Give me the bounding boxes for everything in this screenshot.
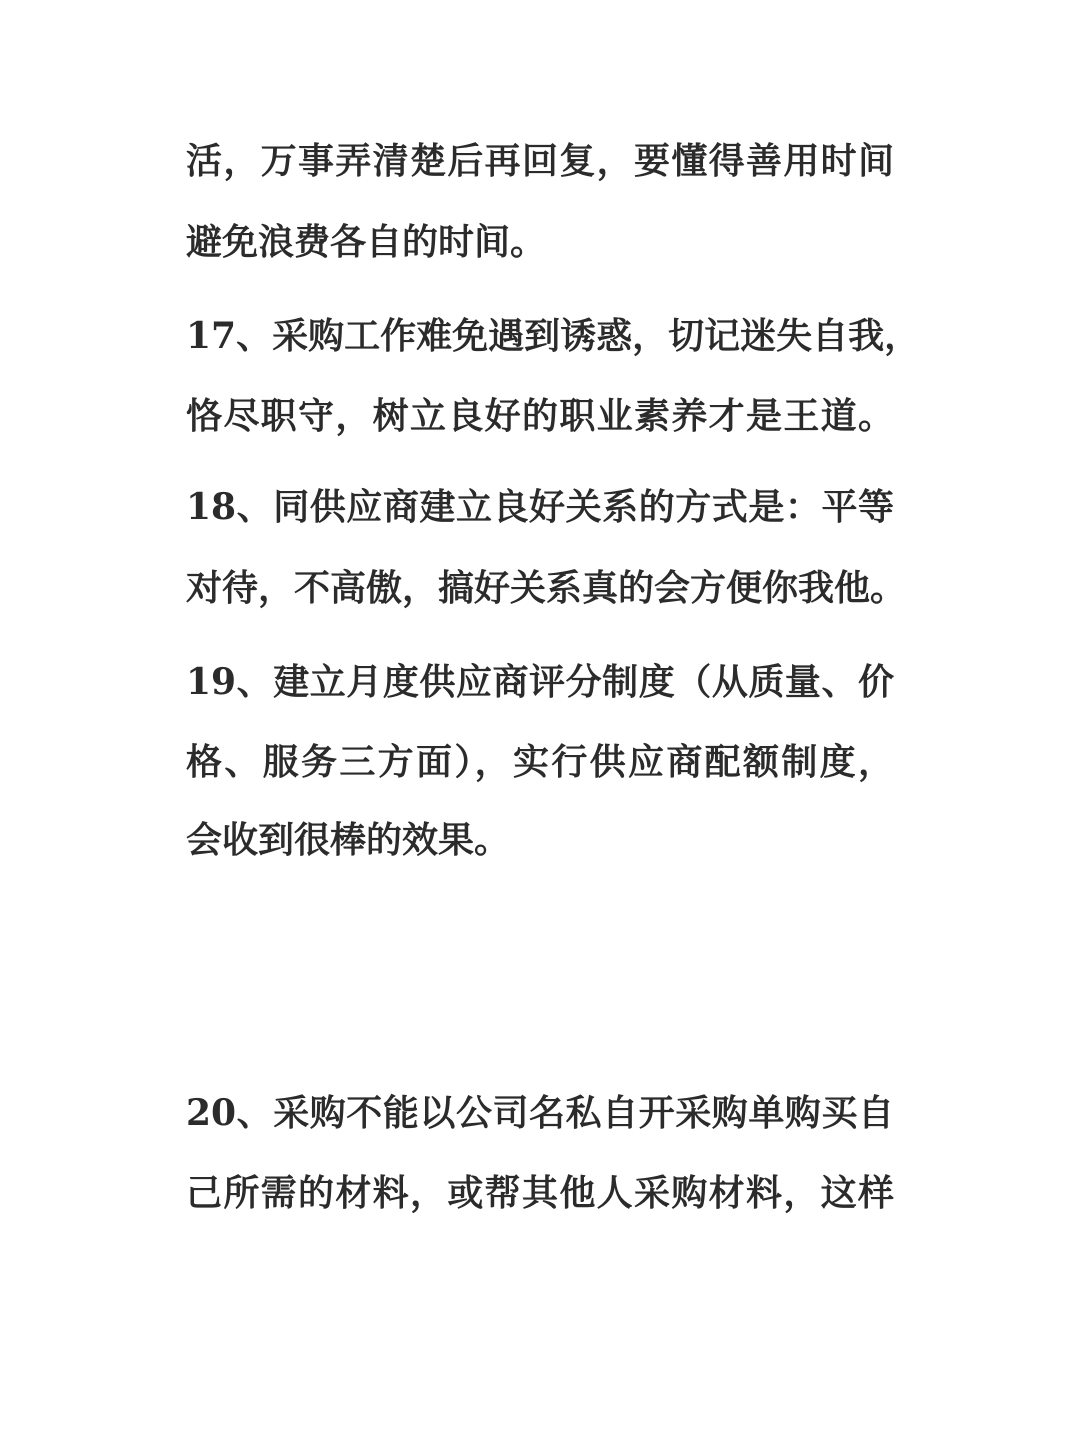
text-line-11: 己所需的材料，或帮其他人采购材料，这样 — [186, 1172, 894, 1214]
text-line-7: 19、建立月度供应商评分制度（从质量、价 — [186, 661, 894, 703]
text-line-4: 恪尽职守，树立良好的职业素养才是王道。 — [186, 395, 894, 437]
text-line-8: 格、服务三方面），实行供应商配额制度， — [186, 741, 894, 783]
text-line-5: 18、同供应商建立良好关系的方式是：平等 — [186, 486, 894, 528]
text-line-6: 对待，不高傲，搞好关系真的会方便你我他。 — [186, 567, 907, 609]
text-line-2: 避免浪费各自的时间。 — [186, 221, 547, 263]
text-line-10: 20、采购不能以公司名私自开采购单购买自 — [186, 1092, 894, 1134]
text-line-9: 会收到很棒的效果。 — [186, 819, 511, 861]
text-line-1: 活，万事弄清楚后再回复，要懂得善用时间 — [186, 140, 894, 182]
text-line-3: 17、采购工作难免遇到诱惑，切记迷失自我， — [186, 315, 921, 357]
